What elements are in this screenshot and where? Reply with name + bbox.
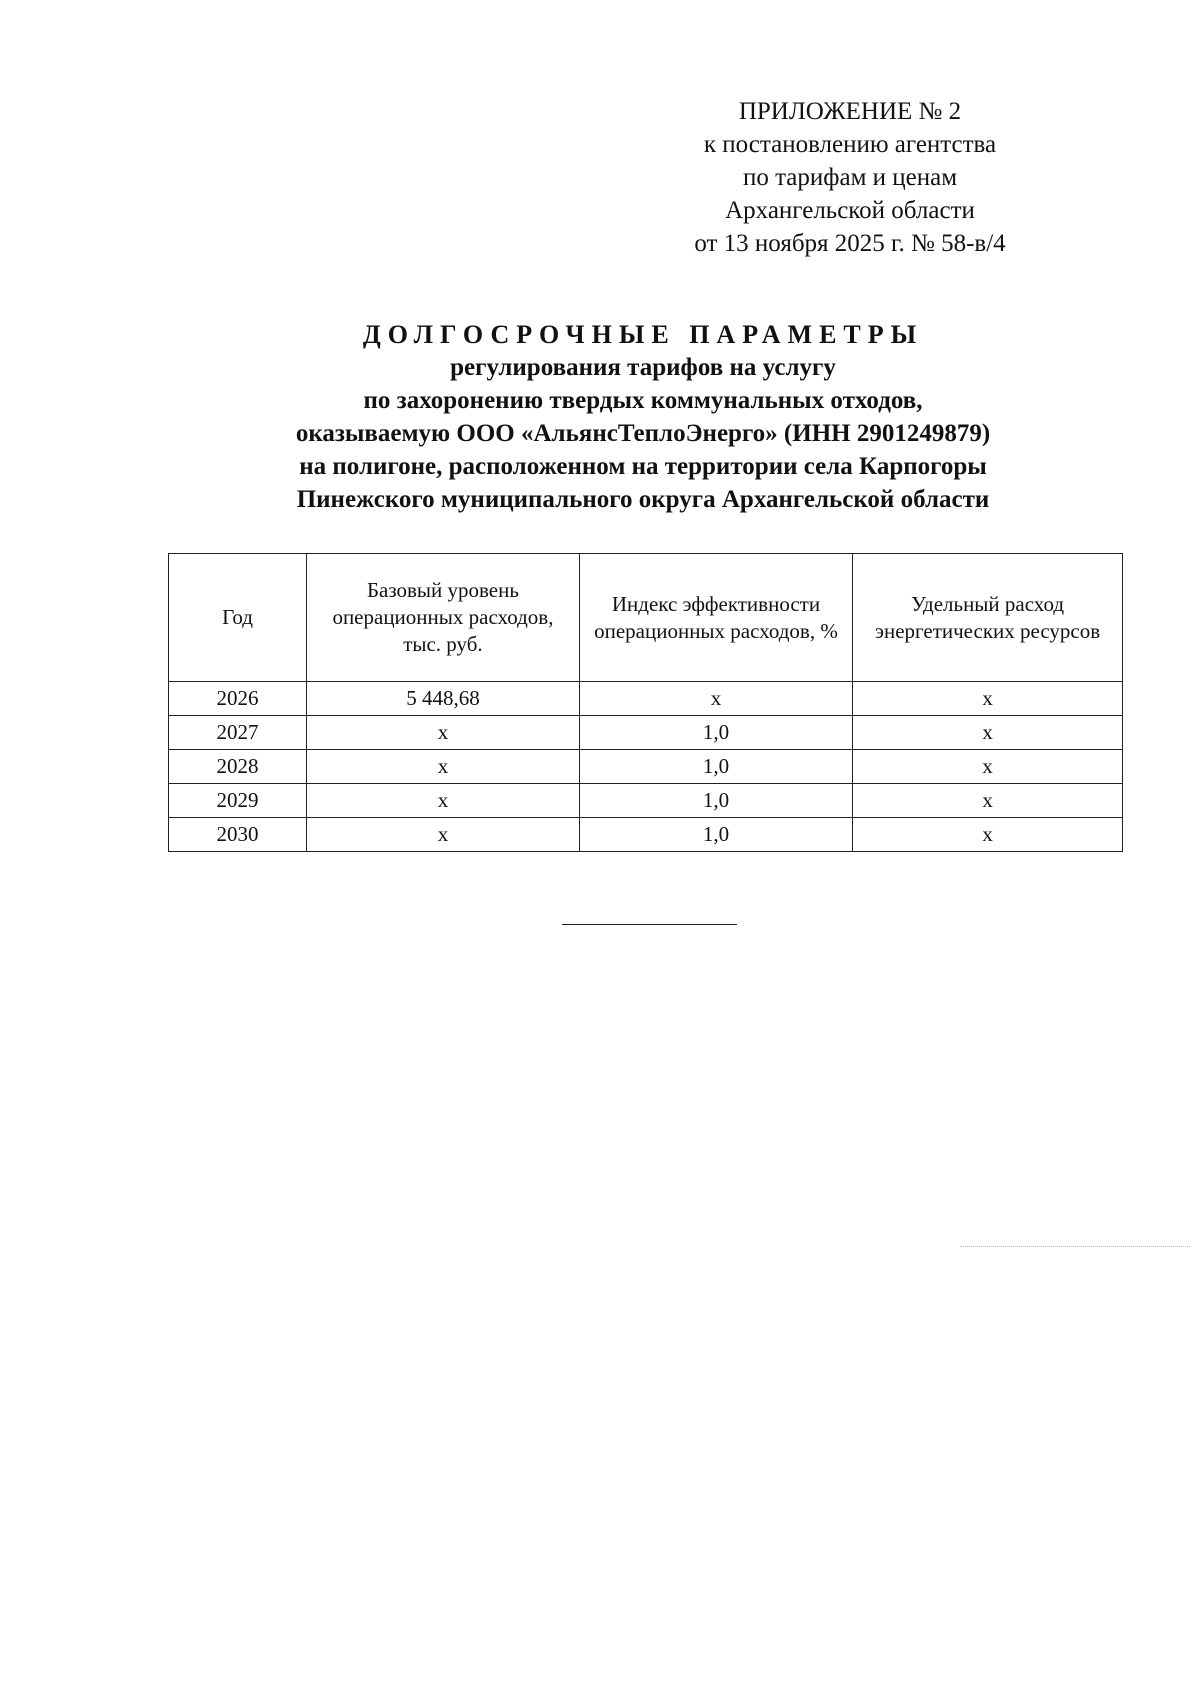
cell-base-opex: х — [307, 784, 580, 818]
cell-efficiency-index: 1,0 — [579, 818, 852, 852]
table-row — [169, 750, 1123, 784]
table-header-row — [169, 554, 1123, 682]
heading-line: на полигоне, расположенном на территории села Карпогоры — [299, 453, 987, 480]
header-base-opex: Базовый уровень операционных расходов, тыс. руб. — [307, 554, 580, 682]
cell-year: 2027 — [169, 716, 307, 750]
appendix-line: к постановлению агентства — [703, 131, 997, 158]
cell-base-opex: 5 448,68 — [307, 682, 580, 716]
appendix-line: Архангельской области — [725, 197, 975, 224]
heading-line: регулирования тарифов на услугу — [450, 354, 836, 381]
cell-energy-consumption: х — [853, 716, 1123, 750]
header-energy-consumption: Удельный расход энергетических ресурсов — [853, 554, 1123, 682]
heading-line: Пинежского муниципального округа Архангельской области — [296, 486, 990, 513]
cell-energy-consumption: х — [853, 682, 1123, 716]
scan-artifact-line — [960, 1246, 1190, 1247]
cell-efficiency-index: 1,0 — [579, 784, 852, 818]
document-title: ДОЛГОСРОЧНЫЕ ПАРАМЕТРЫ — [362, 320, 924, 349]
cell-energy-consumption: х — [853, 784, 1123, 818]
appendix-line: по тарифам и ценам — [742, 164, 958, 191]
cell-efficiency-index: 1,0 — [579, 750, 852, 784]
cell-year: 2030 — [169, 818, 307, 852]
table-row — [169, 784, 1123, 818]
cell-efficiency-index: 1,0 — [579, 716, 852, 750]
heading-line: оказываемую ООО «АльянсТеплоЭнерго» (ИНН 2901249879) — [295, 420, 991, 447]
cell-efficiency-index: х — [579, 682, 852, 716]
cell-base-opex: х — [307, 716, 580, 750]
cell-year: 2028 — [169, 750, 307, 784]
end-of-document-line — [562, 924, 737, 925]
appendix-number: ПРИЛОЖЕНИЕ № 2 — [738, 98, 962, 125]
parameters-table — [168, 553, 1123, 852]
document-heading — [150, 318, 1136, 516]
cell-base-opex: х — [307, 818, 580, 852]
table-row — [169, 716, 1123, 750]
cell-energy-consumption: х — [853, 818, 1123, 852]
header-efficiency-index: Индекс эффективности операционных расходов, % — [579, 554, 852, 682]
table-row — [169, 682, 1123, 716]
appendix-block — [640, 95, 1060, 260]
appendix-date: от 13 ноября 2025 г. № 58-в/4 — [694, 230, 1006, 257]
cell-year: 2029 — [169, 784, 307, 818]
cell-base-opex: х — [307, 750, 580, 784]
cell-energy-consumption: х — [853, 750, 1123, 784]
heading-line: по захоронению твердых коммунальных отходов, — [363, 387, 923, 414]
table-row — [169, 818, 1123, 852]
header-year: Год — [169, 554, 307, 682]
cell-year: 2026 — [169, 682, 307, 716]
